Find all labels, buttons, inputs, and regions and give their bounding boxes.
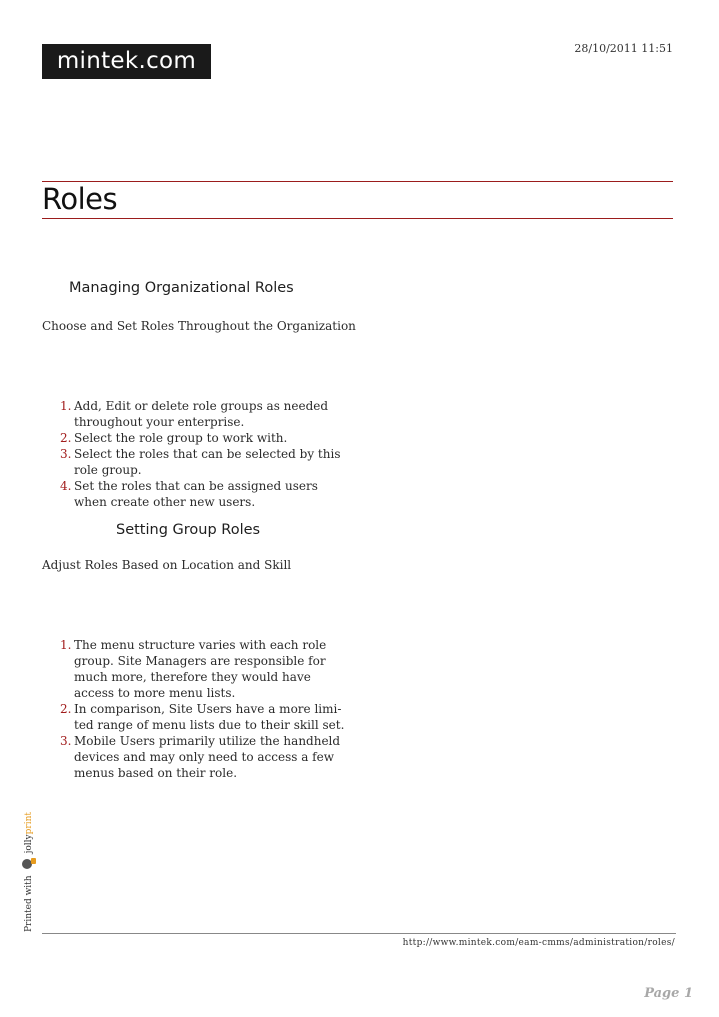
print-datetime: 28/10/2011 11:51	[574, 42, 673, 55]
list-item: 4. Set the roles that can be assigned users when create other new users.	[60, 479, 318, 509]
title-rule-bottom	[42, 218, 673, 219]
section-heading-group-roles: Setting Group Roles	[116, 522, 261, 538]
footer-url: http://www.mintek.com/eam-cmms/administration/roles/	[402, 938, 675, 948]
managing-roles-list	[60, 398, 350, 510]
jollyprint-logo-icon	[22, 857, 36, 871]
list-item: 2. Select the role group to work with.	[60, 431, 288, 445]
printed-with-jollyprint	[22, 812, 36, 932]
title-rule-top	[42, 181, 673, 182]
footer-rule	[42, 933, 676, 934]
section-subheading-managing: Choose and Set Roles Throughout the Organization	[42, 319, 356, 333]
list-item: 1. The menu structure varies with each role group. Site Managers are responsible for much more, therefore they would have access to more menu lists.	[60, 638, 327, 700]
list-item: 1. Add, Edit or delete role groups as needed throughout your enterprise.	[60, 399, 329, 429]
page-title: Roles	[42, 182, 118, 216]
jollyprint-brand-jolly: jolly	[24, 834, 34, 854]
page-number: Page 1	[644, 986, 693, 1001]
list-item: 2. In comparison, Site Users have a more limi- ted range of menu lists due to their skill set.	[60, 702, 345, 732]
printed-with-label: Printed with	[24, 875, 34, 932]
mintek-logo: mintek.com	[42, 44, 211, 79]
jollyprint-brand-print: print	[24, 811, 34, 835]
list-item: 3. Mobile Users primarily utilize the handheld devices and may only need to access a few menus based on their role.	[60, 734, 341, 780]
list-item: 3. Select the roles that can be selected by this role group.	[60, 447, 341, 477]
section-subheading-group-roles: Adjust Roles Based on Location and Skill	[42, 558, 292, 572]
section-heading-managing: Managing Organizational Roles	[69, 280, 294, 296]
group-roles-list	[60, 637, 350, 781]
